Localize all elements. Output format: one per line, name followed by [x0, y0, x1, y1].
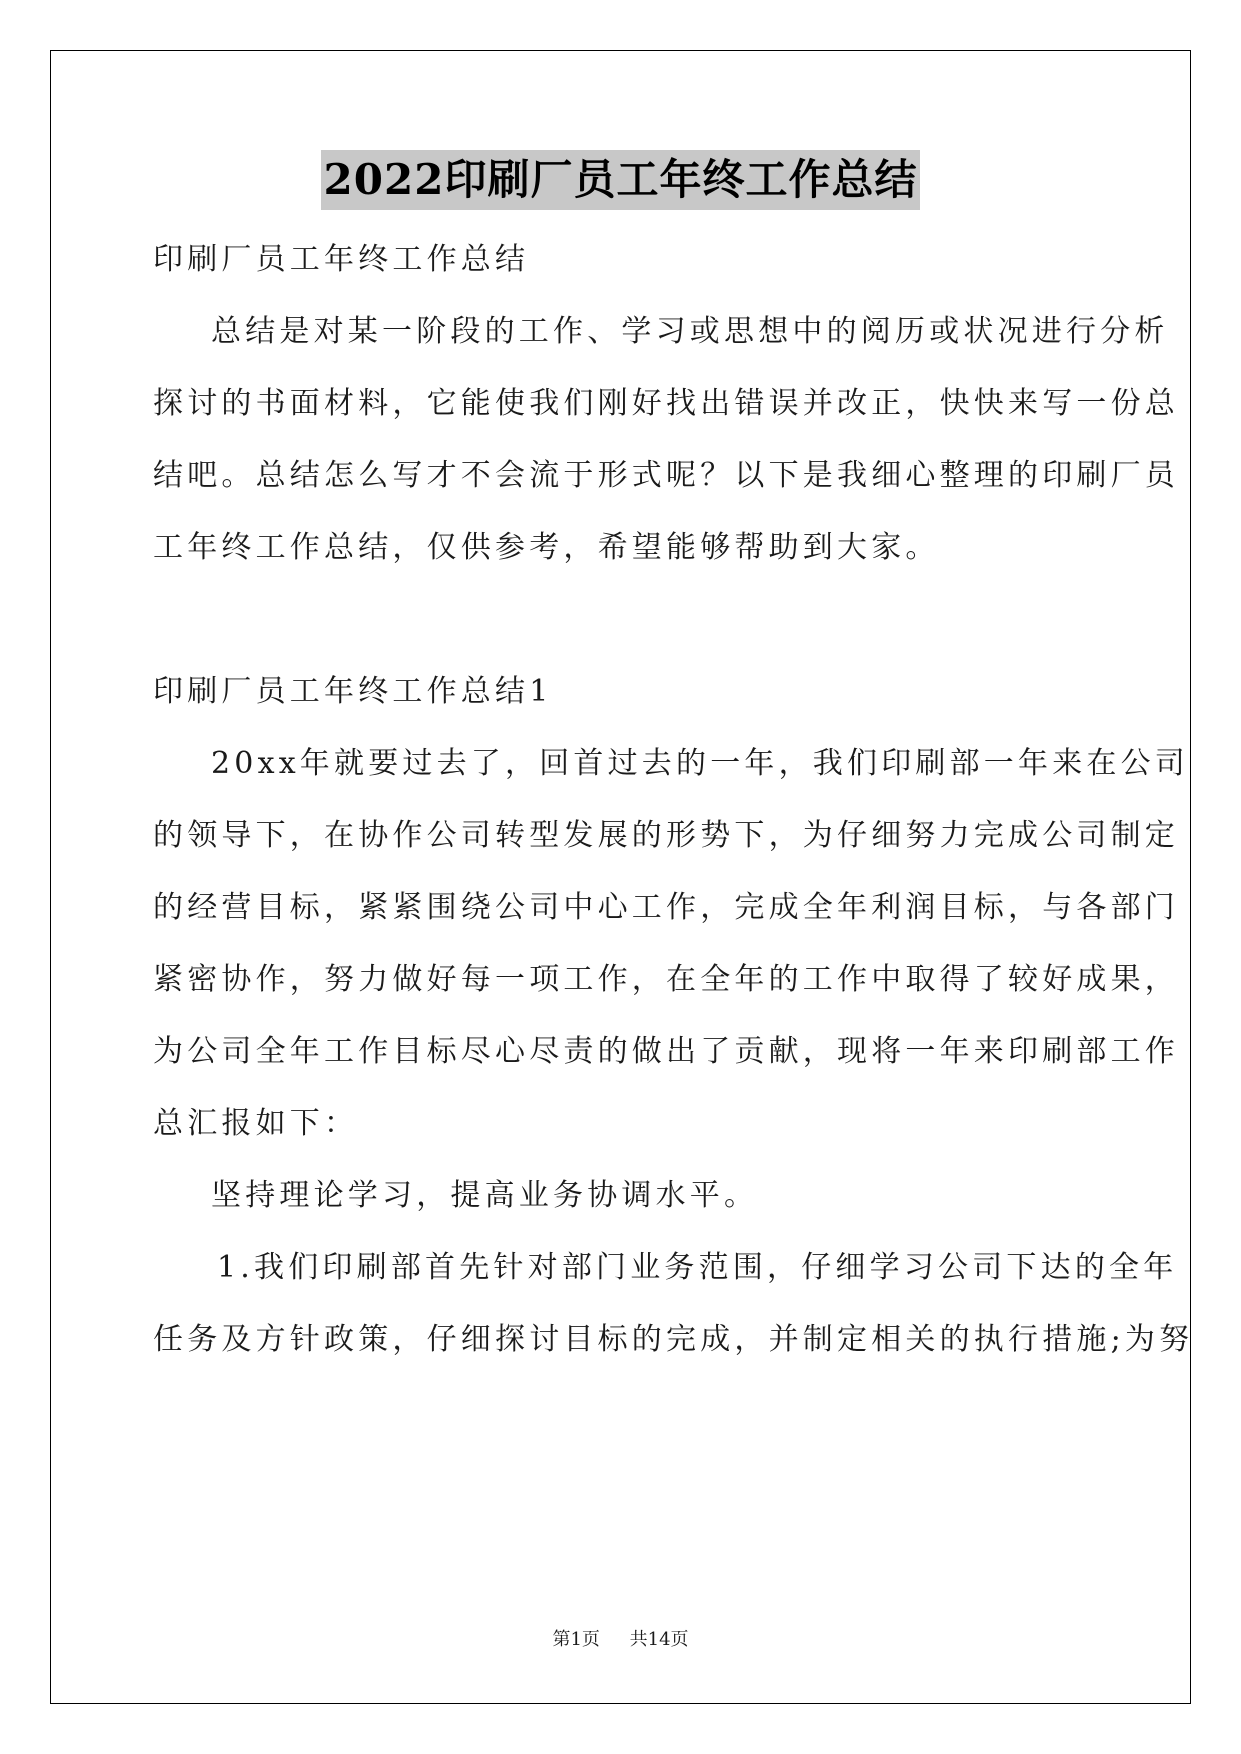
section-heading: 印刷厂员工年终工作总结1 [153, 674, 553, 709]
paragraph-line: 20xx年就要过去了，回首过去的一年，我们印刷部一年来在公司 [211, 746, 1190, 781]
paragraph-line: 紧密协作，努力做好每一项工作，在全年的工作中取得了较好成果， [153, 962, 1179, 997]
paragraph-line: 的领导下，在协作公司转型发展的形势下，为仔细努力完成公司制定 [153, 818, 1179, 853]
paragraph-line: 结吧。总结怎么写才不会流于形式呢？以下是我细心整理的印刷厂员 [153, 458, 1179, 493]
paragraph-line: 坚持理论学习，提高业务协调水平。 [211, 1178, 759, 1213]
paragraph-line: 的经营目标，紧紧围绕公司中心工作，完成全年利润目标，与各部门 [153, 890, 1179, 925]
paragraph-line: 工年终工作总结，仅供参考，希望能够帮助到大家。 [153, 530, 940, 565]
paragraph-line: 任务及方针政策，仔细探讨目标的完成，并制定相关的执行措施;为努 [153, 1322, 1194, 1357]
page-total: 共14页 [629, 1629, 689, 1650]
paragraph-line: 1.我们印刷部首先针对部门业务范围，仔细学习公司下达的全年 [217, 1250, 1178, 1285]
paragraph-line: 总结是对某一阶段的工作、学习或思想中的阅历或状况进行分析 [211, 314, 1169, 349]
paragraph-line: 总汇报如下： [153, 1106, 359, 1141]
document-title: 2022印刷厂员工年终工作总结 [321, 150, 921, 210]
paragraph-line: 探讨的书面材料，它能使我们刚好找出错误并改正，快快来写一份总 [153, 386, 1179, 421]
subtitle-line: 印刷厂员工年终工作总结 [153, 242, 530, 277]
title-area [0, 150, 1241, 210]
paragraph-line: 为公司全年工作目标尽心尽责的做出了贡献，现将一年来印刷部工作 [153, 1034, 1179, 1069]
page-number: 第1页 [552, 1629, 600, 1650]
page-border [50, 50, 1194, 1704]
page-footer [0, 1628, 1241, 1652]
